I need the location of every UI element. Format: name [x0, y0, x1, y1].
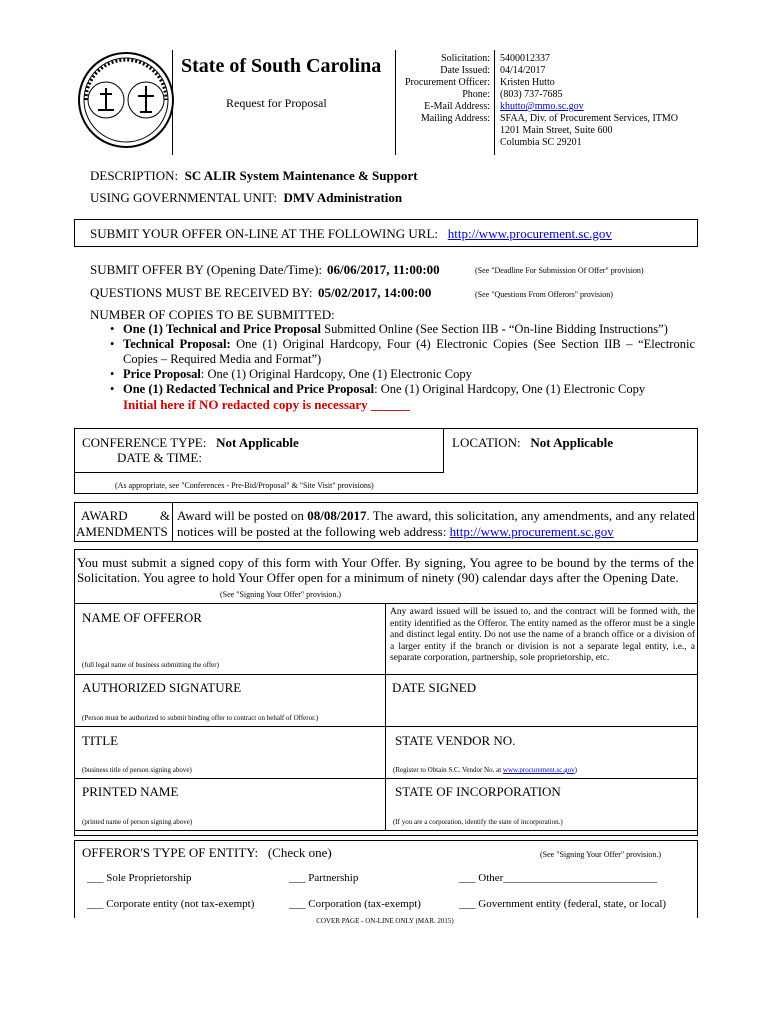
location-row — [452, 435, 613, 451]
location-label: LOCATION: — [452, 435, 521, 450]
entity-type-label: OFFEROR'S TYPE OF ENTITY: — [82, 845, 259, 860]
entity-type-note: (See "Signing Your Offer" provision.) — [540, 850, 662, 859]
unit-row — [90, 190, 402, 206]
award-text-mid: . The award, this solicitation, any amendments, and any related notices will be posted at the following web address: — [177, 508, 695, 539]
entity-explanation: Any award issued will be issued to, and the contract will be formed with, the entity identified as the Offeror. The entity named as the offeror must be a single and distinct legal entity. Do not use the name of a branch office or a division of a larger entity if the branch or division is not a separate legal entity, i.e., a separate corporation, partnership, sole proprietorship, etc. — [390, 607, 695, 663]
page-subtitle: Request for Proposal — [226, 96, 327, 110]
header-labels — [396, 53, 490, 125]
copies-item — [103, 337, 695, 367]
award-label-amp: & — [159, 508, 170, 523]
offer-deadline-value: 06/06/2017, 11:00:00 — [327, 262, 440, 277]
location-value: Not Applicable — [530, 435, 614, 450]
copies-item-bold: Technical Proposal: — [123, 337, 231, 351]
entity-option-tax-exempt[interactable]: ___ Corporation (tax-exempt) — [289, 898, 421, 910]
award-label-1: AWARD — [81, 508, 128, 523]
authorized-signature-label: AUTHORIZED SIGNATURE — [82, 680, 242, 695]
copies-item-text: : One (1) Original Hardcopy, One (1) Electronic Copy — [200, 367, 472, 381]
solicitation-number: 5400012337 — [500, 53, 550, 64]
authorized-signature-note: (Person must be authorized to submit binding offer to contract on behalf of Offeror.) — [82, 714, 319, 722]
entity-option-other[interactable]: ___ Other____________________________ — [459, 872, 658, 884]
questions-deadline-note: (See "Questions From Offerors" provision) — [475, 290, 613, 299]
state-incorporation-label: STATE OF INCORPORATION — [395, 784, 561, 799]
offer-deadline-note: (See "Deadline For Submission Of Offer" provision) — [475, 266, 644, 275]
page-title: State of South Carolina — [181, 55, 382, 77]
procurement-officer: Kristen Hutto — [500, 77, 555, 88]
address-line-2: 1201 Main Street, Suite 600 — [500, 125, 613, 136]
conference-note: (As appropriate, see "Conferences - Pre-Bid/Proposal" & "Site Visit" provisions) — [115, 481, 374, 490]
award-label-2: AMENDMENTS — [76, 524, 168, 539]
copies-item — [103, 322, 695, 337]
title-note: (business title of person signing above) — [82, 766, 192, 774]
copies-list — [103, 322, 695, 397]
date-issued: 04/14/2017 — [500, 65, 546, 76]
vendor-note-post: ) — [574, 766, 577, 774]
copies-item-bold: One (1) Redacted Technical and Price Proposal — [123, 382, 375, 396]
copies-item-bold: One (1) Technical and Price Proposal — [123, 322, 322, 336]
conference-type-label: CONFERENCE TYPE: — [82, 435, 207, 450]
questions-deadline-value: 05/02/2017, 14:00:00 — [318, 285, 432, 300]
vendor-register-link[interactable]: www.procurement.sc.gov — [502, 766, 575, 774]
copies-item-bold: Price Proposal — [123, 367, 201, 381]
state-seal — [76, 50, 176, 150]
date-signed-label: DATE SIGNED — [392, 680, 477, 695]
copies-item — [103, 382, 695, 397]
label-mailing: Mailing Address: — [420, 113, 490, 124]
email-link[interactable]: khutto@mmo.sc.gov — [500, 101, 584, 112]
award-text-pre: Award will be posted on — [177, 508, 308, 523]
description-label: DESCRIPTION: — [90, 168, 179, 183]
vendor-number-label: STATE VENDOR NO. — [395, 733, 516, 748]
offer-deadline-label: SUBMIT OFFER BY (Opening Date/Time): — [90, 262, 323, 277]
offeror-name-label: NAME OF OFFEROR — [82, 610, 202, 625]
entity-check-one: (Check one) — [267, 845, 332, 860]
award-url-link[interactable]: http://www.procurement.sc.gov — [449, 524, 614, 539]
entity-option-partnership[interactable]: ___ Partnership — [289, 872, 359, 884]
signing-intro-note: (See "Signing Your Offer" provision.) — [220, 590, 342, 599]
vendor-note-pre: (Register to Obtain S.C. Vendor No. at — [393, 766, 503, 774]
conference-datetime-label: DATE & TIME: — [117, 450, 202, 465]
entity-type-row — [82, 845, 332, 861]
state-incorporation-note: (If you are a corporation, identify the state of incorporation.) — [393, 818, 563, 826]
entity-option-corporate[interactable]: ___ Corporate entity (not tax-exempt) — [87, 898, 255, 910]
submit-online-row — [90, 226, 612, 242]
copies-item-text: One (1) Original Hardcopy, Four (4) Electronic Copies (See Section IIB – “Electronic Copies – Required Media and Format”) — [123, 337, 695, 366]
label-date-issued: Date Issued: — [440, 65, 490, 76]
procurement-url-link[interactable]: http://www.procurement.sc.gov — [447, 226, 612, 241]
page-footer: COVER PAGE - ON-LINE ONLY (MAR. 2015) — [316, 917, 454, 925]
description-row — [90, 168, 418, 184]
entity-option-government[interactable]: ___ Government entity (federal, state, or local) — [459, 898, 667, 910]
address-line-1: SFAA, Div. of Procurement Services, ITMO — [500, 113, 679, 124]
signing-intro-text: You must submit a signed copy of this form with Your Offer. By signing, You agree to be bound by the terms of the Solicitation. You agree to hold Your Offer open for a minimum of ninety (90) calendar days after the Opening Date. — [77, 555, 694, 585]
printed-name-note: (printed name of person signing above) — [82, 818, 193, 826]
conference-type-value: Not Applicable — [216, 435, 299, 450]
label-email: E-Mail Address: — [424, 101, 490, 112]
award-label — [76, 508, 170, 540]
offeror-name-note: (full legal name of business submitting the offer) — [82, 661, 219, 669]
copies-item-text: Submitted Online (See Section IIB - “On-line Bidding Instructions”) — [321, 322, 668, 336]
vendor-number-note — [393, 766, 577, 774]
address-line-3: Columbia SC 29201 — [500, 137, 582, 148]
questions-deadline-label: QUESTIONS MUST BE RECEIVED BY: — [90, 285, 313, 300]
label-solicitation: Solicitation: — [441, 53, 490, 64]
copies-heading: NUMBER OF COPIES TO BE SUBMITTED: — [90, 307, 335, 322]
description-value: SC ALIR System Maintenance & Support — [184, 168, 418, 183]
award-date: 08/08/2017 — [307, 508, 367, 523]
signing-intro — [77, 555, 694, 585]
label-phone: Phone: — [462, 89, 490, 100]
copies-item — [103, 367, 695, 382]
unit-label: USING GOVERNMENTAL UNIT: — [90, 190, 278, 205]
label-officer: Procurement Officer: — [404, 77, 490, 88]
entity-option-sole[interactable]: ___ Sole Proprietorship — [87, 872, 192, 884]
header-values — [500, 53, 678, 149]
title-label: TITLE — [82, 733, 119, 748]
phone-number: (803) 737-7685 — [500, 89, 563, 100]
unit-value: DMV Administration — [283, 190, 403, 205]
submit-online-label: SUBMIT YOUR OFFER ON-LINE AT THE FOLLOWING URL: — [90, 226, 438, 241]
redacted-initial-note: Initial here if NO redacted copy is necessary ______ — [123, 397, 410, 412]
printed-name-label: PRINTED NAME — [82, 784, 179, 799]
award-text — [177, 508, 695, 540]
conference-type-row — [82, 435, 299, 451]
copies-item-text: : One (1) Original Hardcopy, One (1) Electronic Copy — [374, 382, 646, 396]
